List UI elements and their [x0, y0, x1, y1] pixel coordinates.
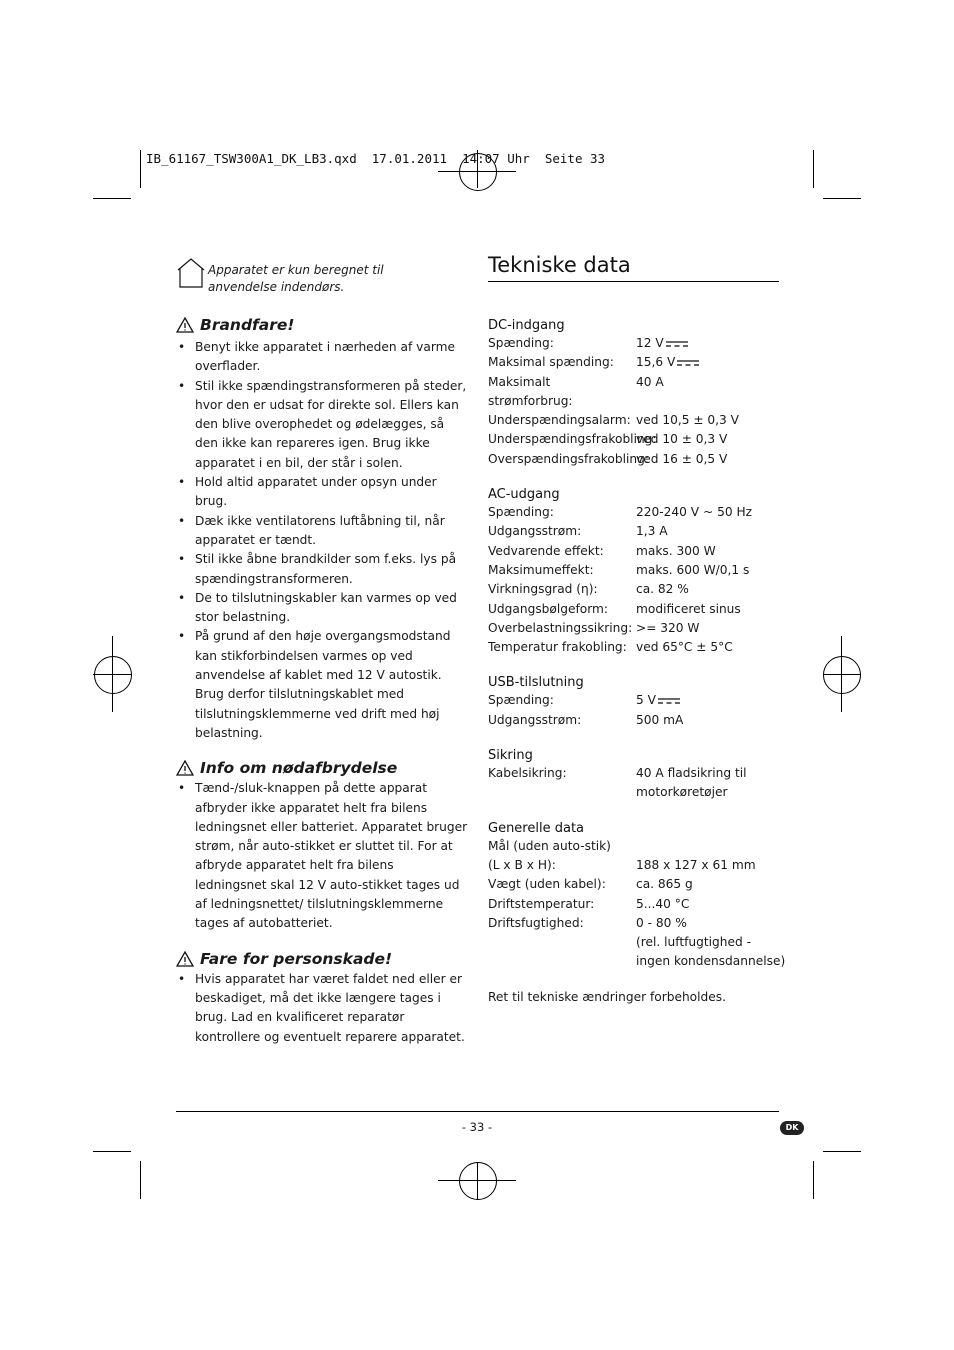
- list-item: • Stil ikke spændingstransformeren på steder, hvor den er udsat for direkte sol. Ellers kan den blive overophedet og ødelægges, så den ikke kan repareres igen. Brug ikke apparatet i en bil, der står i solen.: [176, 377, 468, 473]
- spec-label: Vægt (uden kabel):: [488, 877, 606, 892]
- dc-symbol-icon: [666, 339, 688, 349]
- spec-row: [488, 503, 788, 522]
- spec-value-text: 220-240 V ~ 50 Hz: [636, 505, 753, 520]
- left-column: [176, 316, 468, 1047]
- spec-label: Spænding:: [488, 505, 554, 520]
- spec-value: [636, 580, 788, 599]
- spec-value-text: ved 10,5 ± 0,3 V: [636, 413, 740, 428]
- spec-value: [636, 411, 788, 430]
- spec-row: [488, 856, 788, 875]
- list-item: • Tænd-/sluk-knappen på dette apparat afbryder ikke apparatet helt fra bilens ledningsnet eller batteriet. Apparatet bruger strøm, når auto-stikket er sluttet til. For at afbryde apparatet helt fra bilens ledningsnet skal 12 V auto-stikket tages ud af ledningsnettet/ tilslutningsklemmerne tages af autobatteriet.: [176, 779, 468, 933]
- spec-row: [488, 619, 788, 638]
- spec-row: [488, 411, 788, 430]
- spec-label: Mål (uden auto-stik): [488, 838, 611, 853]
- spec-label: Spænding:: [488, 693, 554, 708]
- spec-label: Maksimal spænding:: [488, 355, 614, 370]
- spec-value-text: 40 A fladsikring til motorkøretøjer: [636, 766, 747, 800]
- spec-label: (L x B x H):: [488, 857, 556, 872]
- spec-group-heading: DC-indgang: [488, 318, 565, 333]
- spec-value: [636, 600, 788, 619]
- spec-value: [636, 353, 788, 372]
- spec-row: [488, 914, 788, 972]
- spec-value: [636, 522, 788, 541]
- list-item: • Dæk ikke ventilatorens luftåbning til, når apparatet er tændt.: [176, 512, 468, 551]
- registration-mark-bottom: [477, 1162, 478, 1200]
- spec-label: Driftstemperatur:: [488, 896, 595, 911]
- crop-mark: [140, 150, 141, 188]
- spec-row: [488, 373, 788, 412]
- spec-group: [488, 318, 788, 469]
- spec-row: [488, 837, 788, 856]
- spec-value: [636, 561, 788, 580]
- section-heading: [176, 759, 468, 777]
- spec-row: [488, 875, 788, 894]
- spec-value-text: 0 - 80 % (rel. luftfugtighed - ingen kondensdannelse): [636, 915, 786, 969]
- spec-label: Udgangsbølgeform:: [488, 601, 609, 616]
- spec-value-text: 12 V: [636, 336, 664, 350]
- bullet-list: [176, 970, 468, 1047]
- spec-group-heading: USB-tilslutning: [488, 675, 584, 691]
- spec-row: [488, 764, 788, 803]
- spec-row: [488, 638, 788, 657]
- spec-row: [488, 580, 788, 599]
- spec-value-text: maks. 300 W: [636, 543, 716, 558]
- spec-value-text: 1,3 A: [636, 524, 668, 539]
- spec-label: Temperatur frakobling:: [488, 640, 627, 655]
- spec-value-text: ca. 82 %: [636, 582, 689, 597]
- print-slug: IB_61167_TSW300A1_DK_LB3.qxd 17.01.2011 14:07 Uhr Seite 33: [146, 151, 606, 166]
- spec-value: [636, 837, 788, 856]
- spec-group-heading: AC-udgang: [488, 487, 560, 503]
- spec-row: [488, 561, 788, 580]
- spec-value: [636, 691, 788, 710]
- warning-icon: [176, 317, 194, 333]
- crop-mark: [93, 1151, 131, 1152]
- spec-label: Spænding:: [488, 336, 554, 350]
- spec-value: [636, 542, 788, 561]
- section-heading-text: Fare for personskade!: [200, 949, 393, 968]
- spec-value-text: maks. 600 W/0,1 s: [636, 562, 750, 577]
- crop-mark: [93, 198, 131, 199]
- section-emergency: [176, 759, 468, 933]
- list-item: • Hvis apparatet har været faldet ned eller er beskadiget, må det ikke længere tages i brug. Lad en kvalificeret reparatør kontrollere og eventuelt reparere apparatet.: [176, 970, 468, 1047]
- spec-value-text: modificeret sinus: [636, 601, 741, 616]
- spec-value-text: ved 16 ± 0,5 V: [636, 451, 728, 466]
- spec-label: Overbelastningssikring:: [488, 620, 633, 635]
- dc-symbol-icon: [677, 358, 699, 368]
- warning-icon: [176, 951, 194, 967]
- section-heading-text: Info om nødafbrydelse: [200, 759, 398, 778]
- spec-label: Udgangsstrøm:: [488, 712, 582, 727]
- section-heading: [176, 316, 468, 334]
- spec-value-text: 5 V: [636, 693, 656, 708]
- list-item: • Stil ikke åbne brandkilder som f.eks. lys på spændingstransformeren.: [176, 550, 468, 589]
- bullet-list: [176, 338, 468, 743]
- registration-mark-left: [112, 636, 113, 712]
- crop-mark: [823, 198, 861, 199]
- list-item: • På grund af den høje overgangsmodstand kan stikforbindelsen varmes op ved anvendelse af kablet med 12 V autostik. Brug derfor tilslutningskablet med tilslutningsklemmerne ved drift med høj belastning.: [176, 627, 468, 743]
- spec-label: Underspændingsfrakobling:: [488, 432, 657, 447]
- registration-mark-bottom: [459, 1162, 497, 1200]
- spec-group: [488, 821, 788, 972]
- footnote: Ret til tekniske ændringer forbeholdes.: [488, 990, 726, 1004]
- spec-row: [488, 542, 788, 561]
- spec-row: [488, 691, 788, 710]
- spec-label: Vedvarende effekt:: [488, 543, 604, 558]
- spec-value: [636, 373, 788, 412]
- language-badge: DK: [780, 1121, 804, 1135]
- spec-value: [636, 503, 788, 522]
- spec-value: [636, 638, 788, 657]
- spec-group: [488, 748, 788, 803]
- spec-value-text: ved 65°C ± 5°C: [636, 640, 733, 655]
- spec-value-text: >= 320 W: [636, 620, 700, 635]
- spec-row: [488, 430, 788, 449]
- spec-row: [488, 600, 788, 619]
- registration-mark-right: [823, 674, 861, 675]
- title-divider: [488, 281, 779, 282]
- list-item: • Benyt ikke apparatet i nærheden af varme overflader.: [176, 338, 468, 377]
- list-item: • Hold altid apparatet under opsyn under brug.: [176, 473, 468, 512]
- spec-label: Overspændingsfrakobling:: [488, 451, 649, 466]
- spec-group-heading: Generelle data: [488, 820, 585, 836]
- spec-row: [488, 450, 788, 469]
- footer-divider: [176, 1111, 779, 1112]
- registration-mark-left: [94, 656, 132, 694]
- spec-row: [488, 353, 788, 372]
- spec-value: [636, 856, 788, 875]
- spec-label: Maksimalt strømforbrug:: [488, 374, 573, 408]
- spec-value-text: ca. 865 g: [636, 877, 693, 892]
- spec-value: [636, 450, 788, 469]
- spec-row: [488, 334, 788, 353]
- spec-value-text: 500 mA: [636, 712, 684, 727]
- spec-table: [488, 318, 788, 972]
- spec-label: Driftsfugtighed:: [488, 915, 584, 930]
- page-title: Tekniske data: [488, 253, 631, 277]
- spec-value-text: ved 10 ± 0,3 V: [636, 432, 728, 447]
- spec-value: [636, 711, 788, 730]
- spec-label: Kabelsikring:: [488, 766, 567, 781]
- crop-mark: [813, 1161, 814, 1199]
- registration-mark-right: [823, 656, 861, 694]
- spec-label: Virkningsgrad (η):: [488, 582, 598, 597]
- spec-group: [488, 675, 788, 730]
- spec-value-text: 15,6 V: [636, 355, 676, 370]
- indoor-use-note: Apparatet er kun beregnet til anvendelse indendørs.: [208, 263, 384, 294]
- spec-value-text: 188 x 127 x 61 mm: [636, 857, 756, 872]
- crop-mark: [140, 1161, 141, 1199]
- section-injury: [176, 950, 468, 1047]
- spec-row: [488, 895, 788, 914]
- dc-symbol-icon: [658, 696, 680, 706]
- spec-row: [488, 711, 788, 730]
- list-item: • De to tilslutningskabler kan varmes op ved stor belastning.: [176, 589, 468, 628]
- section-heading-text: Brandfare!: [200, 316, 295, 334]
- spec-value: [636, 334, 788, 353]
- spec-value-text: 5...40 °C: [636, 896, 690, 911]
- bullet-list: [176, 779, 468, 933]
- spec-value: [636, 895, 788, 914]
- crop-mark: [813, 150, 814, 188]
- spec-value-text: 40 A: [636, 374, 664, 389]
- spec-group: [488, 487, 788, 657]
- spec-value: [636, 914, 788, 972]
- warning-icon: [176, 760, 194, 776]
- crop-mark: [823, 1151, 861, 1152]
- spec-row: [488, 522, 788, 541]
- section-heading: [176, 950, 468, 968]
- spec-label: Underspændingsalarm:: [488, 413, 631, 428]
- spec-value: [636, 875, 788, 894]
- spec-group-heading: Sikring: [488, 748, 533, 764]
- spec-value: [636, 430, 788, 449]
- section-fire: [176, 316, 468, 743]
- spec-label: Udgangsstrøm:: [488, 524, 582, 539]
- page-number: - 33 -: [461, 1120, 493, 1134]
- spec-value: [636, 764, 788, 803]
- house-icon: [176, 257, 206, 289]
- spec-value: [636, 619, 788, 638]
- registration-mark-right: [841, 636, 842, 712]
- spec-label: Maksimumeffekt:: [488, 562, 594, 577]
